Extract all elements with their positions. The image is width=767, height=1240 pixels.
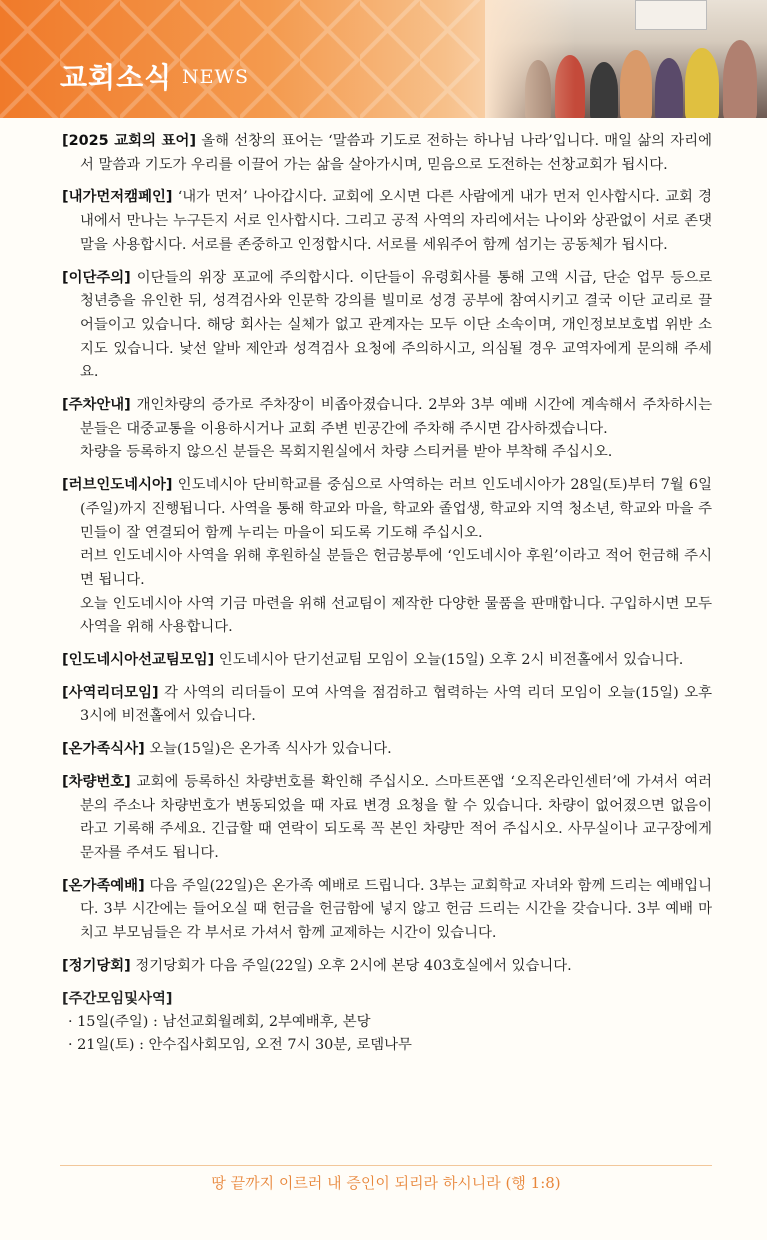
news-text: 인도네시아 단기선교팀 모임이 오늘(15일) 오후 2시 비전홀에서 있습니다.: [218, 652, 684, 669]
weekly-schedule: [62, 988, 712, 1058]
news-paragraph: [62, 649, 712, 673]
news-tag: [이단주의]: [62, 269, 131, 286]
news-paragraph: [62, 394, 712, 441]
news-text: 각 사역의 리더들이 모여 사역을 점검하고 협력하는 사역 리더 모임이 오늘(15일) 오후 3시에 비전홀에서 있습니다.: [80, 684, 713, 725]
news-tag: [정기당회]: [62, 957, 131, 974]
news-tag: [차량번호]: [62, 773, 131, 790]
news-paragraph: [62, 474, 712, 545]
news-item: [62, 394, 712, 465]
news-paragraph: [62, 955, 712, 979]
news-paragraph: [80, 545, 712, 592]
news-tag: [2025 교회의 표어]: [62, 133, 197, 149]
news-text: 인도네시아 단비학교를 중심으로 사역하는 러브 인도네시아가 28일(토)부터 7월 6일(주일)까지 진행됩니다. 사역을 통해 학교와 마을, 학교와 졸업생, 학교와 지역 청소년, 학교와 마을 주민들이 잘 연결되어 함께 누리는 마을이 되도록 기도해 주십시오.: [80, 477, 712, 541]
news-text: 올해 선창의 표어는 ‘말씀과 기도로 전하는 하나님 나라’입니다. 매일 삶의 자리에서 말씀과 기도가 우리를 이끌어 가는 삶을 살아가시며, 믿음으로 도전하는 선창교회가 됩시다.: [80, 133, 712, 173]
news-text: 정기당회가 다음 주일(22일) 오후 2시에 본당 403호실에서 있습니다.: [135, 957, 572, 974]
news-text: 이단들의 위장 포교에 주의합시다. 이단들이 유령회사를 통해 고액 시급, 단순 업무 등으로 청년층을 유인한 뒤, 성격검사와 인문학 강의를 빌미로 성경 공부에 참여시키고 결국 이단 교리로 끌어들이고 있습니다. 해당 회사는 실체가 없고 관계자는 모두 이단 소속이며, 개인정보보호법 위반 소지도 있습니다. 낯선 알바 제안과 성격검사 요청에 주의하시고, 의심될 경우 교역자에게 문의해 주세요.: [80, 269, 713, 381]
news-paragraph: [80, 441, 712, 465]
header-photo: [485, 0, 767, 118]
news-text: 다음 주일(22일)은 온가족 예배로 드립니다. 3부는 교회학교 자녀와 함께 드리는 예배입니다. 3부 시간에는 들어오실 때 헌금을 헌금함에 넣지 않고 헌금 드리는 시간을 갖습니다. 3부 예배 마치고 부모님들은 각 부서로 가셔서 함께 교제하는 시간이 있습니다.: [80, 877, 713, 942]
section-title: 교회소식: [60, 61, 173, 94]
news-tag: [주차안내]: [62, 397, 131, 414]
news-item: [62, 186, 712, 257]
news-paragraph: [62, 682, 713, 729]
news-body: [62, 130, 712, 1058]
news-paragraph: [62, 875, 713, 946]
footer-verse: 땅 끝까지 이르러 내 증인이 되리라 하시니라 (행 1:8): [211, 1174, 561, 1192]
news-item: [62, 130, 712, 177]
news-paragraph: [80, 593, 712, 640]
news-paragraph: [62, 267, 713, 386]
news-item: [62, 875, 712, 946]
news-text: 오늘(15일)은 온가족 식사가 있습니다.: [149, 741, 392, 758]
news-text: 차량을 등록하지 않으신 분들은 목회지원실에서 차량 스티커를 받아 부착해 주십시오.: [80, 444, 613, 461]
news-text: 오늘 인도네시아 사역 기금 마련을 위해 선교팀이 제작한 다양한 물품을 판매합니다. 구입하시면 모두 사역을 위해 사용합니다.: [80, 595, 712, 636]
news-text: ‘내가 먼저’ 나아갑시다. 교회에 오시면 다른 사람에게 내가 먼저 인사합시다. 교회 경내에서 만나는 누구든지 서로 인사합시다. 그리고 공적 사역의 자리에서는 나이와 상관없이 서로 존댓말을 사용합시다. 서로를 존중하고 인정합시다. 서로를 세워주어 함께 섬기는 공동체가 됩시다.: [80, 189, 712, 253]
news-item: [62, 738, 712, 762]
news-paragraph: [62, 130, 712, 177]
news-tag: [사역리더모임]: [62, 684, 159, 701]
news-paragraph: [62, 771, 712, 866]
news-item: [62, 771, 712, 866]
news-item: [62, 474, 712, 640]
footer-divider: [60, 1165, 712, 1166]
news-text: 개인차량의 증가로 주차장이 비좁아졌습니다. 2부와 3부 예배 시간에 계속해서 주차하시는 분들은 대중교통을 이용하시거나 교회 주변 빈공간에 주차해 주시면 감사하겠습니다.: [80, 397, 712, 437]
weekly-title: [주간모임및사역]: [62, 990, 173, 1007]
weekly-row: · 21일(토) : 안수집사회모임, 오전 7시 30분, 로뎀나무: [68, 1037, 412, 1053]
news-paragraph: [62, 186, 712, 257]
news-tag: [온가족예배]: [62, 877, 145, 894]
page-header: [0, 0, 767, 118]
news-tag: [내가먼저캠페인]: [62, 189, 173, 206]
news-item: [62, 649, 712, 673]
news-tag: [인도네시아선교팀모임]: [62, 652, 215, 669]
news-item: [62, 682, 712, 729]
news-paragraph: [62, 738, 712, 762]
news-item: [62, 955, 712, 979]
news-tag: [러브인도네시아]: [62, 477, 173, 494]
news-text: 교회에 등록하신 차량번호를 확인해 주십시오. 스마트폰앱 ‘오직온라인센터’에 가셔서 여러분의 주소나 차량번호가 변동되었을 때 자료 변경 요청을 할 수 있습니다. 차량이 없어졌으면 없음이라고 기록해 주세요. 긴급할 때 연락이 되도록 꼭 본인 차량만 적어 주십시오. 사무실이나 교구장에게 문자를 주셔도 됩니다.: [80, 773, 712, 861]
section-subtitle: NEWS: [182, 66, 250, 88]
weekly-row: · 15일(주일) : 남선교회월례회, 2부예배후, 본당: [68, 1013, 371, 1030]
news-tag: [온가족식사]: [62, 741, 145, 758]
news-text: 러브 인도네시아 사역을 위해 후원하실 분들은 헌금봉투에 ‘인도네시아 후원’이라고 적어 헌금해 주시면 됩니다.: [80, 548, 712, 588]
news-item: [62, 267, 712, 386]
